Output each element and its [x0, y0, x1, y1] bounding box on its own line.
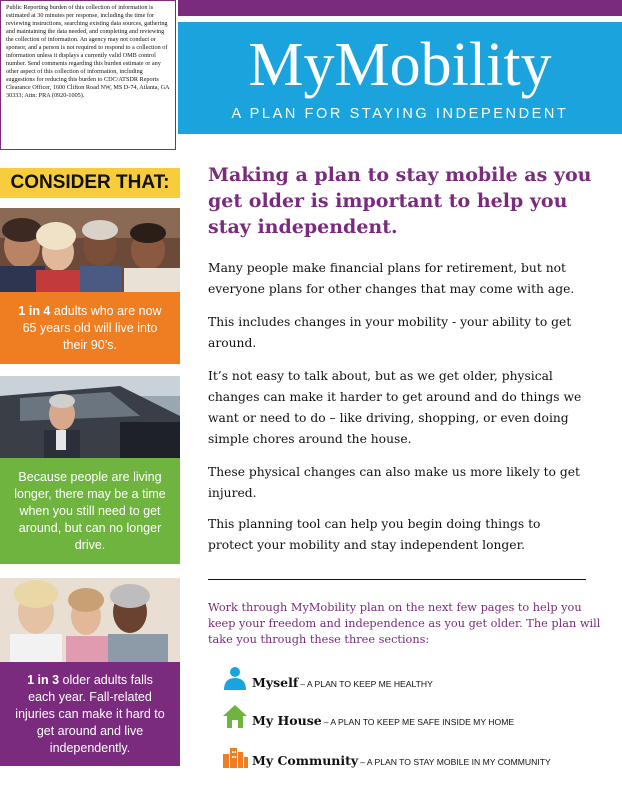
section-name: My House [252, 713, 322, 728]
photo-older-adults-group [0, 208, 180, 292]
fact-stat: 1 in 3 [27, 672, 60, 687]
paragraph-financial-plans: Many people make financial plans for retirement, but not everyone plans for other changes that may come with age. [208, 261, 575, 296]
section-description: – A PLAN TO KEEP ME HEALTHY [300, 679, 433, 689]
fact-panel-1-in-4 [0, 292, 180, 364]
paragraph-injury-risk: These physical changes can also make us more likely to get injured. [208, 465, 580, 500]
section-my-house [222, 704, 514, 728]
section-my-community [222, 744, 551, 768]
section-name: Myself [252, 675, 299, 690]
top-purple-bar [178, 0, 622, 16]
section-description: – A PLAN TO KEEP ME SAFE INSIDE MY HOME [323, 717, 515, 727]
main-headline: Making a plan to stay mobile as you get older is important to help you stay independent. [208, 164, 592, 238]
fact-text: Because people are living longer, there may be a time when you still need to get around, but can no longer drive. [14, 469, 166, 552]
fact-text: older adults falls each year. Fall-related injuries can make it hard to get around and live independently. [15, 672, 165, 755]
fact-panel-1-in-3 [0, 662, 180, 766]
section-divider [208, 579, 586, 580]
house-icon [222, 704, 248, 728]
city-icon [222, 744, 248, 768]
photo-three-women [0, 578, 180, 662]
paragraph-mobility-changes: This includes changes in your mobility - your ability to get around. [208, 315, 572, 350]
work-through-intro: Work through MyMobility plan on the next few pages to help you keep your freedom and independence as you get older. The plan will take you through these three sections: [208, 601, 601, 646]
paragraph-planning-tool: This planning tool can help you begin doing things to protect your mobility and stay independent longer. [208, 517, 541, 552]
paragraph-physical-changes: It’s not easy to talk about, but as we get older, physical changes can make it harder to get around and do things we want or need to do – like driving, shopping, or even doing simple chores around the house. [208, 369, 582, 446]
burden-disclaimer: Public Reporting burden of this collection of information is estimated at 30 minutes per response, including the time for reviewing instructions, searching existing data sources, gathering and maintaining the data needed, and completing and reviewing the collection of information. An agency may not conduct or sponsor, and a person is not required to respond to a collection of information unless it displays a currently valid OMB control number. Send comments regarding this burden estimate or any other aspect of this collection of information, including suggestions for reducing this burden to CDC/ATSDR Reports Clearance Officer, 1600 Clifton Road NW, MS D-74, Atlanta, GA 30333; Attn: PRA (0920-1005). [0, 0, 176, 150]
section-description: – A PLAN TO STAY MOBILE IN MY COMMUNITY [360, 757, 551, 767]
fact-panel-living-longer [0, 458, 180, 564]
brand-subtitle: A PLAN FOR STAYING INDEPENDENT [231, 106, 569, 122]
section-name: My Community [252, 753, 359, 768]
photo-man-in-car [0, 376, 180, 458]
fact-text: adults who are now 65 years old will live into their 90’s. [22, 303, 162, 352]
brand-header [178, 22, 622, 134]
section-myself [222, 666, 433, 690]
person-icon [222, 666, 248, 690]
fact-stat: 1 in 4 [18, 303, 51, 318]
consider-banner: CONSIDER THAT: [0, 168, 180, 198]
brand-title: MyMobility [248, 31, 552, 99]
